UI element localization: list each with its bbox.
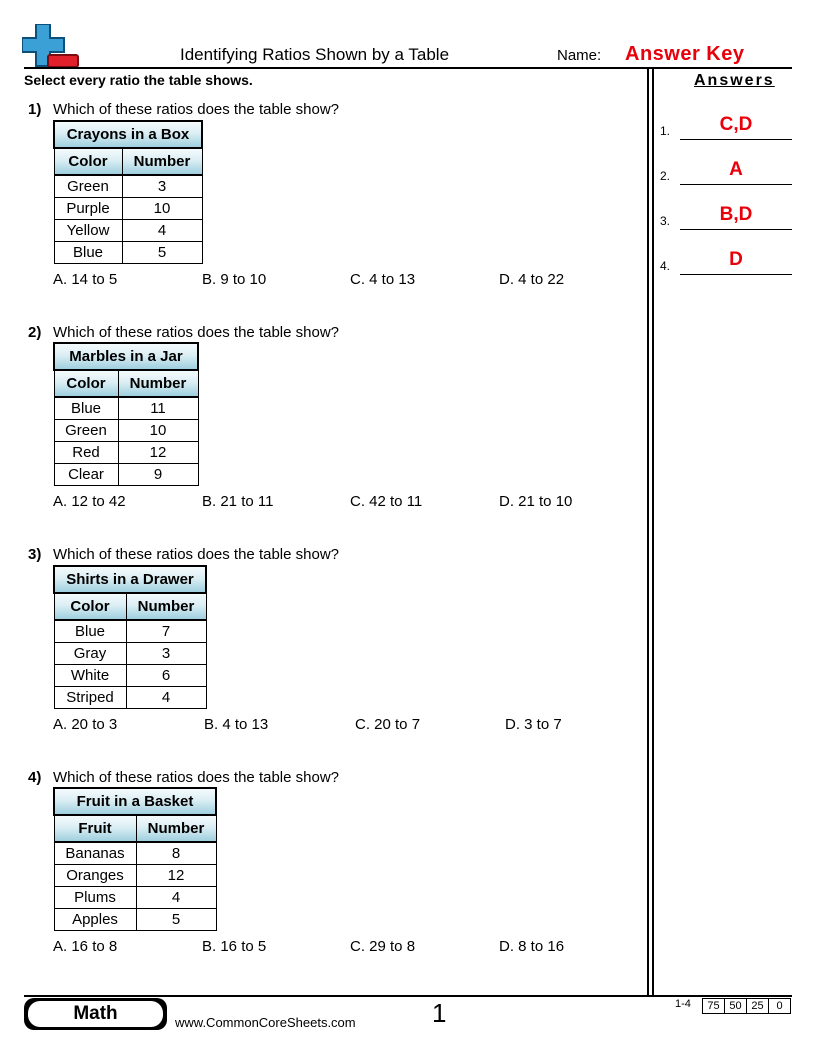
table-cell: 5	[122, 241, 202, 263]
column-header: Number	[118, 370, 198, 397]
answer-line	[680, 229, 792, 230]
column-header: Color	[54, 370, 118, 397]
answer-number: 4.	[660, 259, 671, 273]
option-c: C. 29 to 8	[350, 938, 416, 955]
table-cell: Red	[54, 441, 118, 463]
option-b: B. 9 to 10	[202, 271, 267, 288]
answer-line	[680, 139, 792, 140]
table-cell: Clear	[54, 463, 118, 485]
table-cell: Yellow	[54, 219, 122, 241]
website-text: www.CommonCoreSheets.com	[175, 1015, 356, 1030]
answer-value: B,D	[719, 204, 753, 225]
table-row	[54, 241, 202, 263]
question-prompt: Which of these ratios does the table show?	[53, 546, 339, 563]
option-c: C. 42 to 11	[350, 493, 423, 510]
question-number: 1)	[28, 101, 42, 118]
subject-label: Math	[28, 1001, 163, 1027]
page-number: 1	[432, 998, 447, 1028]
table-cell: Oranges	[54, 864, 136, 886]
table-cell: 12	[136, 864, 216, 886]
table-cell: Green	[54, 419, 118, 441]
score-box: 25	[746, 998, 769, 1014]
page-title: Identifying Ratios Shown by a Table	[180, 45, 450, 64]
score-range: 1-4	[675, 998, 691, 1010]
footer-rule	[24, 995, 792, 997]
name-label: Name:	[557, 47, 602, 64]
question-prompt: Which of these ratios does the table show?	[53, 769, 339, 786]
table-cell: 9	[118, 463, 198, 485]
column-header: Color	[54, 148, 122, 175]
data-table	[53, 120, 203, 264]
table-row	[54, 664, 206, 686]
table-cell: Plums	[54, 886, 136, 908]
answer-key-label: Answer Key	[625, 43, 745, 65]
table-title: Marbles in a Jar	[54, 343, 198, 370]
instructions: Select every ratio the table shows.	[24, 72, 253, 88]
column-divider	[652, 68, 654, 995]
table-cell: Apples	[54, 908, 136, 930]
data-table	[53, 787, 217, 931]
table-cell: 11	[118, 397, 198, 419]
table-cell: 10	[118, 419, 198, 441]
table-row	[54, 686, 206, 708]
answer-number: 1.	[660, 124, 671, 138]
header-rule	[24, 67, 792, 69]
plus-minus-logo-icon	[22, 24, 80, 70]
option-c: C. 4 to 13	[350, 271, 416, 288]
table-row	[54, 175, 202, 197]
data-table	[53, 342, 199, 486]
column-header: Color	[54, 593, 126, 620]
table-cell: Purple	[54, 197, 122, 219]
table-title: Shirts in a Drawer	[54, 566, 206, 593]
option-a: A. 14 to 5	[53, 271, 118, 288]
column-header: Number	[136, 815, 216, 842]
table-cell: Striped	[54, 686, 126, 708]
table-cell: 8	[136, 842, 216, 864]
table-cell: 4	[122, 219, 202, 241]
answer-line	[680, 184, 792, 185]
answer-value: C,D	[719, 114, 753, 135]
option-b: B. 4 to 13	[204, 716, 269, 733]
table-row	[54, 397, 198, 419]
answer-row	[660, 245, 792, 275]
option-c: C. 20 to 7	[355, 716, 421, 733]
answer-value: A	[729, 159, 743, 180]
question-prompt: Which of these ratios does the table show?	[53, 324, 339, 341]
table-cell: Blue	[54, 397, 118, 419]
question-prompt: Which of these ratios does the table show?	[53, 101, 339, 118]
option-d: D. 3 to 7	[505, 716, 562, 733]
table-cell: 7	[126, 620, 206, 642]
table-cell: 6	[126, 664, 206, 686]
answer-number: 3.	[660, 214, 671, 228]
answer-row	[660, 200, 792, 230]
table-row	[54, 842, 216, 864]
score-box: 75	[702, 998, 725, 1014]
question-number: 4)	[28, 769, 42, 786]
table-row	[54, 419, 198, 441]
data-table	[53, 565, 207, 709]
option-a: A. 20 to 3	[53, 716, 118, 733]
answers-heading: Answers	[694, 72, 775, 89]
table-cell: 3	[126, 642, 206, 664]
option-a: A. 16 to 8	[53, 938, 118, 955]
table-cell: 4	[136, 886, 216, 908]
score-box: 0	[768, 998, 791, 1014]
table-cell: 5	[136, 908, 216, 930]
table-row	[54, 620, 206, 642]
option-b: B. 16 to 5	[202, 938, 267, 955]
table-title: Crayons in a Box	[54, 121, 202, 148]
table-row	[54, 886, 216, 908]
table-cell: 4	[126, 686, 206, 708]
table-cell: Bananas	[54, 842, 136, 864]
table-row	[54, 642, 206, 664]
table-cell: White	[54, 664, 126, 686]
answer-row	[660, 110, 792, 140]
question-number: 3)	[28, 546, 42, 563]
question-number: 2)	[28, 324, 42, 341]
table-cell: Blue	[54, 620, 126, 642]
table-title: Fruit in a Basket	[54, 788, 216, 815]
table-cell: Gray	[54, 642, 126, 664]
option-d: D. 21 to 10	[499, 493, 573, 510]
table-row	[54, 908, 216, 930]
option-b: B. 21 to 11	[202, 493, 274, 510]
table-row	[54, 864, 216, 886]
table-row	[54, 219, 202, 241]
table-row	[54, 441, 198, 463]
answer-row	[660, 155, 792, 185]
answer-number: 2.	[660, 169, 671, 183]
table-row	[54, 463, 198, 485]
option-d: D. 8 to 16	[499, 938, 565, 955]
table-cell: 10	[122, 197, 202, 219]
column-divider	[647, 68, 649, 995]
table-cell: 12	[118, 441, 198, 463]
table-cell: Green	[54, 175, 122, 197]
score-box: 50	[724, 998, 747, 1014]
table-cell: 3	[122, 175, 202, 197]
option-a: A. 12 to 42	[53, 493, 126, 510]
column-header: Number	[122, 148, 202, 175]
table-row	[54, 197, 202, 219]
subject-badge	[24, 998, 167, 1030]
answer-value: D	[729, 249, 743, 270]
answer-line	[680, 274, 792, 275]
table-cell: Blue	[54, 241, 122, 263]
column-header: Number	[126, 593, 206, 620]
column-header: Fruit	[54, 815, 136, 842]
option-d: D. 4 to 22	[499, 271, 565, 288]
